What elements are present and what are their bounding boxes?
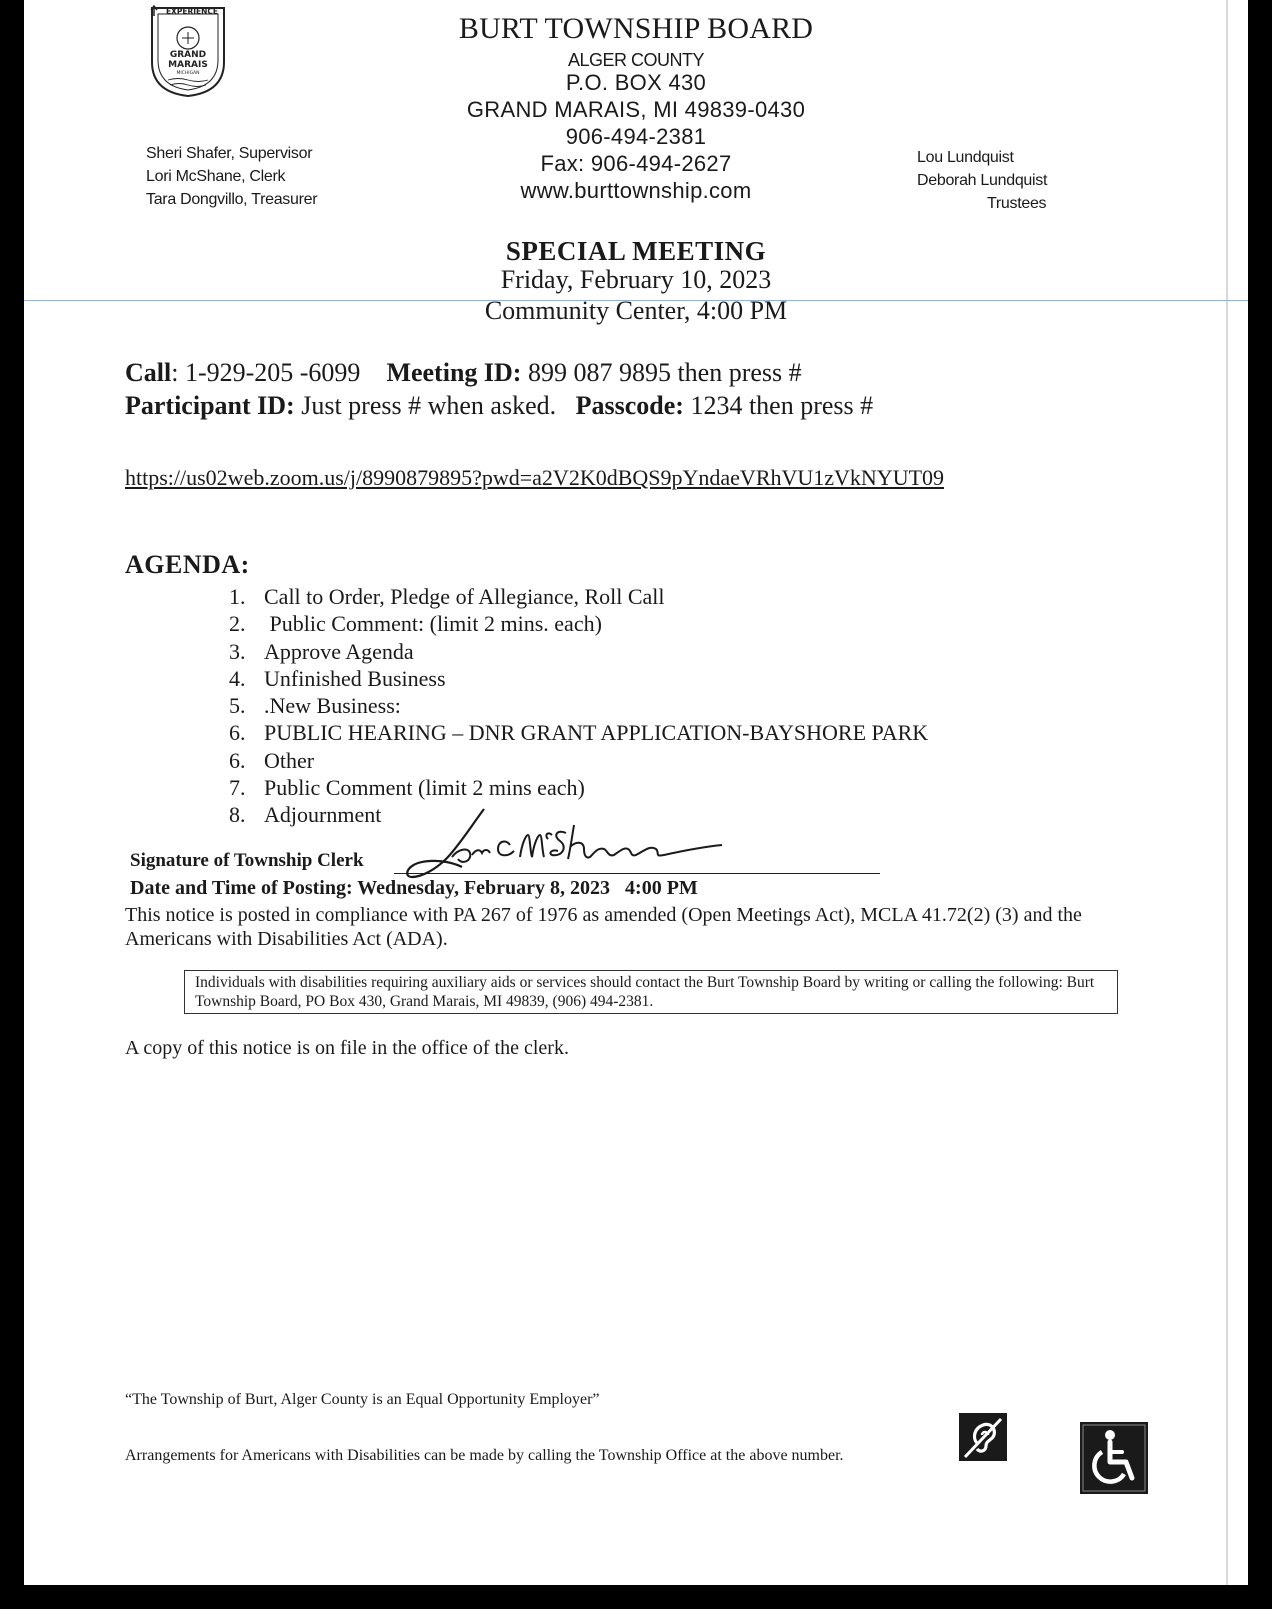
compliance-statement: This notice is posted in compliance with PA 267 of 1976 as amended (Open Meetings Act), MCLA 41.72(2) (3) and the Americans with Disabilities Act (ADA). xyxy=(125,904,1082,950)
agenda-item xyxy=(229,665,928,692)
participant-line xyxy=(125,391,873,421)
meeting-id-label: Meeting ID: xyxy=(386,358,522,387)
equal-opportunity-statement: “The Township of Burt, Alger County is an Equal Opportunity Employer” xyxy=(125,1391,600,1408)
agenda-item-text: .New Business: xyxy=(264,693,401,719)
agenda-item xyxy=(229,638,928,665)
agenda-item-number: 4. xyxy=(229,665,246,691)
officer-supervisor: Sheri Shafer, Supervisor xyxy=(146,145,313,162)
trustee-name: Deborah Lundquist xyxy=(917,172,1048,189)
call-label: Call xyxy=(125,358,172,387)
agenda-item-text: Unfinished Business xyxy=(264,665,446,691)
hearing-assistance-icon xyxy=(959,1413,1007,1461)
meeting-date: Friday, February 10, 2023 xyxy=(500,265,772,294)
agenda-item-text: Approve Agenda xyxy=(264,638,414,664)
passcode-label: Passcode: xyxy=(575,391,684,420)
agenda-item-number: 3. xyxy=(229,638,246,664)
agenda-item-text: PUBLIC HEARING – DNR GRANT APPLICATION-BAYSHORE PARK xyxy=(264,720,929,746)
officers-list xyxy=(146,142,317,211)
participant-id-value: Just press # when asked. xyxy=(301,391,557,420)
agenda-item-number: 5. xyxy=(229,693,246,719)
agenda-item-number: 7. xyxy=(229,775,246,801)
agenda-list xyxy=(229,583,928,829)
call-in-line xyxy=(125,358,802,388)
po-box: P.O. BOX 430 xyxy=(565,70,707,95)
svg-text:EXPERIENCE: EXPERIENCE xyxy=(165,7,219,16)
agenda-item-number: 1. xyxy=(229,584,246,609)
agenda-item-number: 6. xyxy=(229,720,246,746)
agenda-item xyxy=(229,692,928,719)
agenda-item-text: Call to Order, Pledge of Allegiance, Roll Call xyxy=(264,584,665,609)
svg-text:MICHIGAN: MICHIGAN xyxy=(176,71,200,76)
agenda-heading: AGENDA: xyxy=(125,550,250,579)
signature-label: Signature of Township Clerk xyxy=(130,850,364,871)
posting-label: Date and Time of Posting: xyxy=(130,877,353,899)
agenda-item-number: 2. xyxy=(229,611,246,637)
meeting-id-value: 899 087 9895 then press # xyxy=(527,358,802,387)
wheelchair-accessible-icon xyxy=(1080,1422,1148,1494)
trustee-name: Lou Lundquist xyxy=(917,149,1014,166)
officer-treasurer: Tara Dongvillo, Treasurer xyxy=(146,191,318,208)
copy-on-file-note: A copy of this notice is on file in the office of the clerk. xyxy=(125,1037,569,1059)
passcode-value: 1234 then press # xyxy=(690,391,874,420)
svg-text:MARAIS: MARAIS xyxy=(168,60,208,70)
agenda-item-text: Public Comment (limit 2 mins each) xyxy=(264,775,585,801)
trustees-label: Trustees xyxy=(987,195,1047,212)
county-name: ALGER COUNTY xyxy=(567,50,705,70)
posting-line xyxy=(130,877,698,900)
agenda-item-text: Public Comment: (limit 2 mins. each) xyxy=(264,611,602,637)
phone-number: 906-494-2381 xyxy=(565,124,707,149)
agenda-item-number: 8. xyxy=(229,802,246,828)
disability-arrangements-note: Arrangements for Americans with Disabilities can be made by calling the Township Office at the above number. xyxy=(125,1447,844,1464)
zoom-meeting-link[interactable]: https://us02web.zoom.us/j/8990879895?pwd=a2V2K0dBQS9pYndaeVRhVU1zVkNYUT09 xyxy=(125,465,945,490)
agenda-item xyxy=(229,719,928,746)
trustees-list xyxy=(917,146,1047,215)
meeting-location: Community Center, 4:00 PM xyxy=(484,296,788,325)
meeting-title: SPECIAL MEETING xyxy=(505,236,767,266)
board-title: BURT TOWNSHIP BOARD xyxy=(458,12,814,45)
ada-notice-box xyxy=(184,970,1118,1014)
agenda-item xyxy=(229,583,928,610)
officer-clerk: Lori McShane, Clerk xyxy=(146,168,286,185)
fax-number: Fax: 906-494-2627 xyxy=(540,151,732,176)
agenda-item xyxy=(229,747,928,774)
agenda-item-text: Adjournment xyxy=(264,802,382,828)
posting-datetime: Wednesday, February 8, 2023 4:00 PM xyxy=(357,877,698,899)
svg-text:GRAND: GRAND xyxy=(169,50,207,60)
agenda-item-text: Other xyxy=(264,747,315,773)
agenda-item xyxy=(229,610,928,637)
city-address: GRAND MARAIS, MI 49839-0430 xyxy=(466,97,806,122)
participant-id-label: Participant ID: xyxy=(125,391,295,420)
call-number: : 1-929-205 -6099 xyxy=(171,358,361,387)
ada-notice-text: Individuals with disabilities requiring auxiliary aids or services should contact the Burt Township Board by writing or calling the following: Burt Township Board, PO Box 430, Grand Marais, MI 49839, (906) 494-2381. xyxy=(195,974,1095,1010)
clerk-signature xyxy=(402,795,732,890)
notice-page xyxy=(24,0,1248,1585)
website-link[interactable]: www.burttownship.com xyxy=(520,178,752,203)
agenda-item-number: 6. xyxy=(229,747,246,773)
